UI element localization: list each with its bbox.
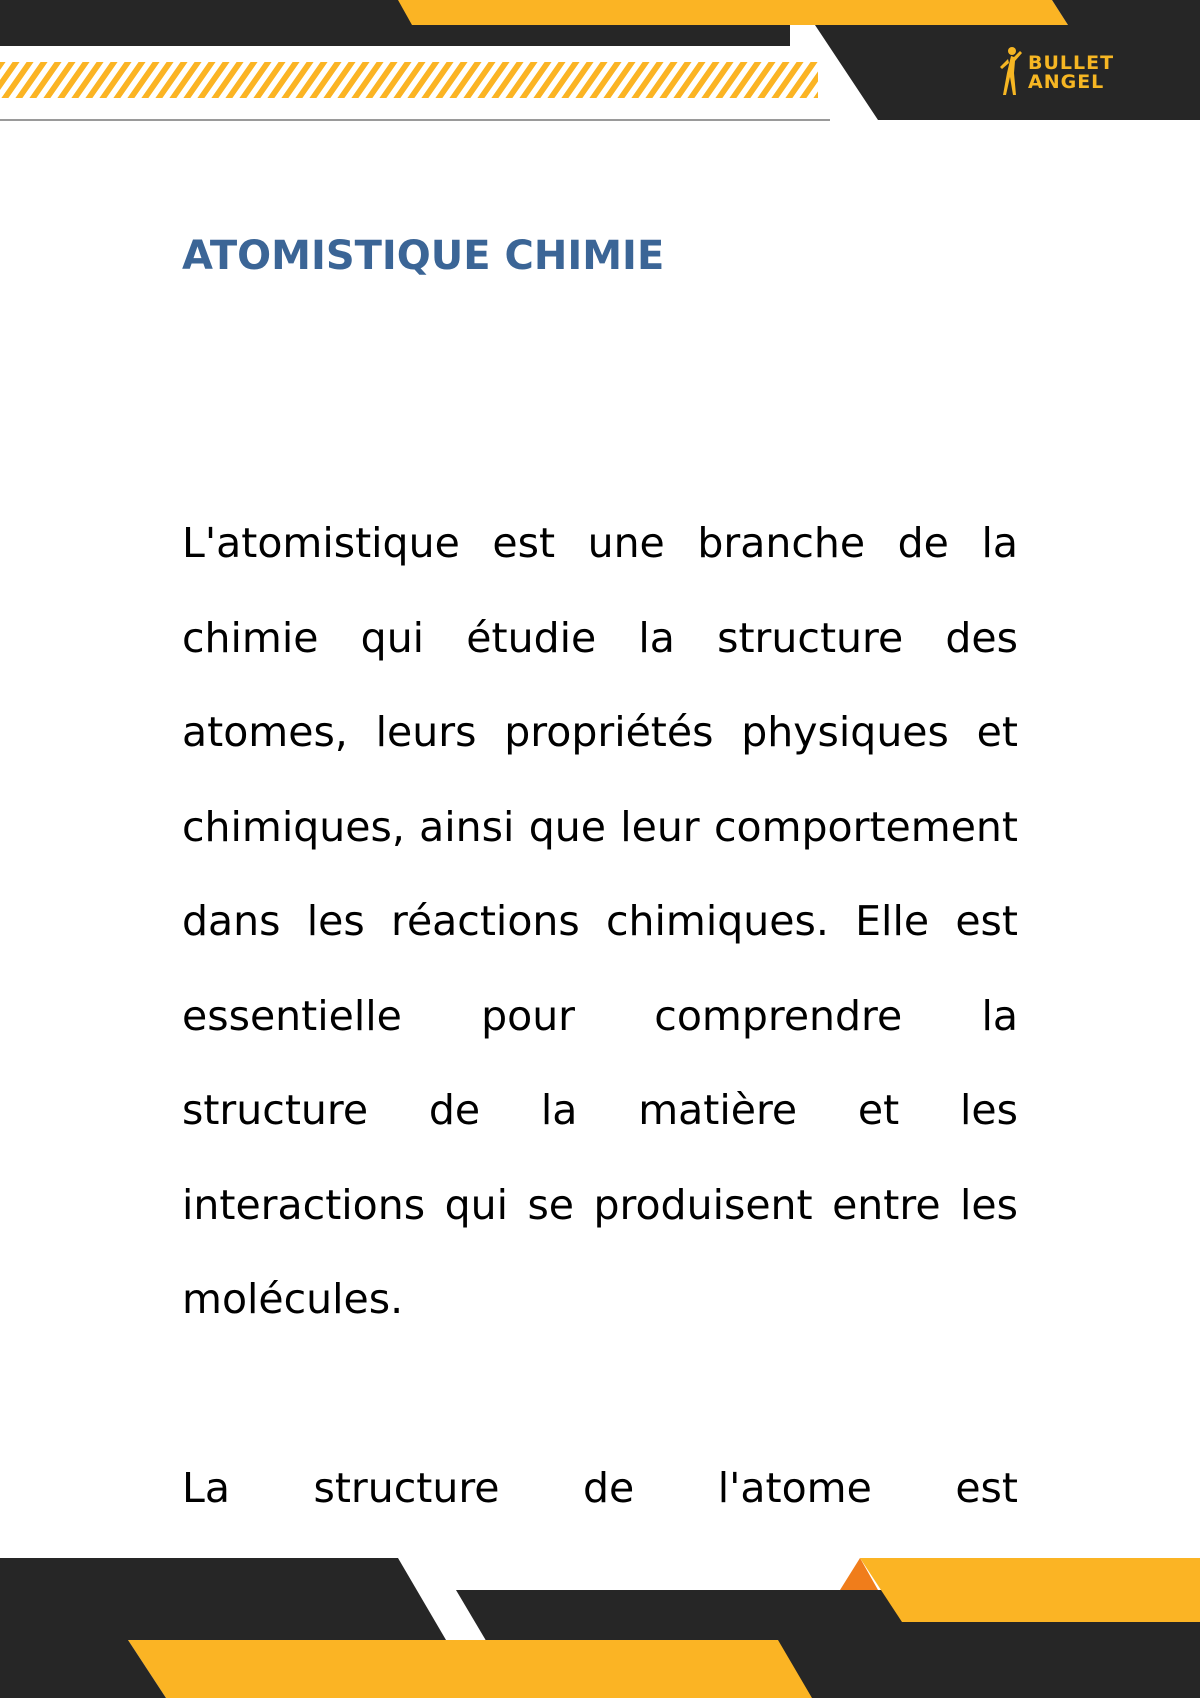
footer-dark-block-left <box>0 1558 446 1640</box>
brand-wordmark <box>1028 54 1114 92</box>
header-yellow-strip <box>398 0 1068 25</box>
brand-line-1: BULLET <box>1028 52 1115 74</box>
footer-yellow-band <box>128 1640 812 1698</box>
footer-decoration <box>0 1558 1200 1698</box>
footer-yellow-block-right <box>860 1558 1200 1622</box>
paragraph-structure: La structure de l'atome est <box>182 1464 1018 1512</box>
header-hatch-band <box>0 62 818 98</box>
brand-line-2: ANGEL <box>1028 71 1105 93</box>
brand-logo <box>998 44 1148 102</box>
header-rule <box>0 119 830 121</box>
warrior-figure-icon <box>998 45 1024 101</box>
page-title: ATOMISTIQUE CHIMIE <box>182 233 665 279</box>
paragraph-intro: L'atomistique est une branche de la chimie qui étudie la structure des atomes, leurs propriétés physiques et chimiques, ainsi que leur comportement dans les réactions chimiques. Elle est essentielle pour comprendre la structure de la matière et les interactions qui se produisent entre les molécules. <box>182 519 1018 1323</box>
header-dark-corner <box>1052 0 1200 25</box>
